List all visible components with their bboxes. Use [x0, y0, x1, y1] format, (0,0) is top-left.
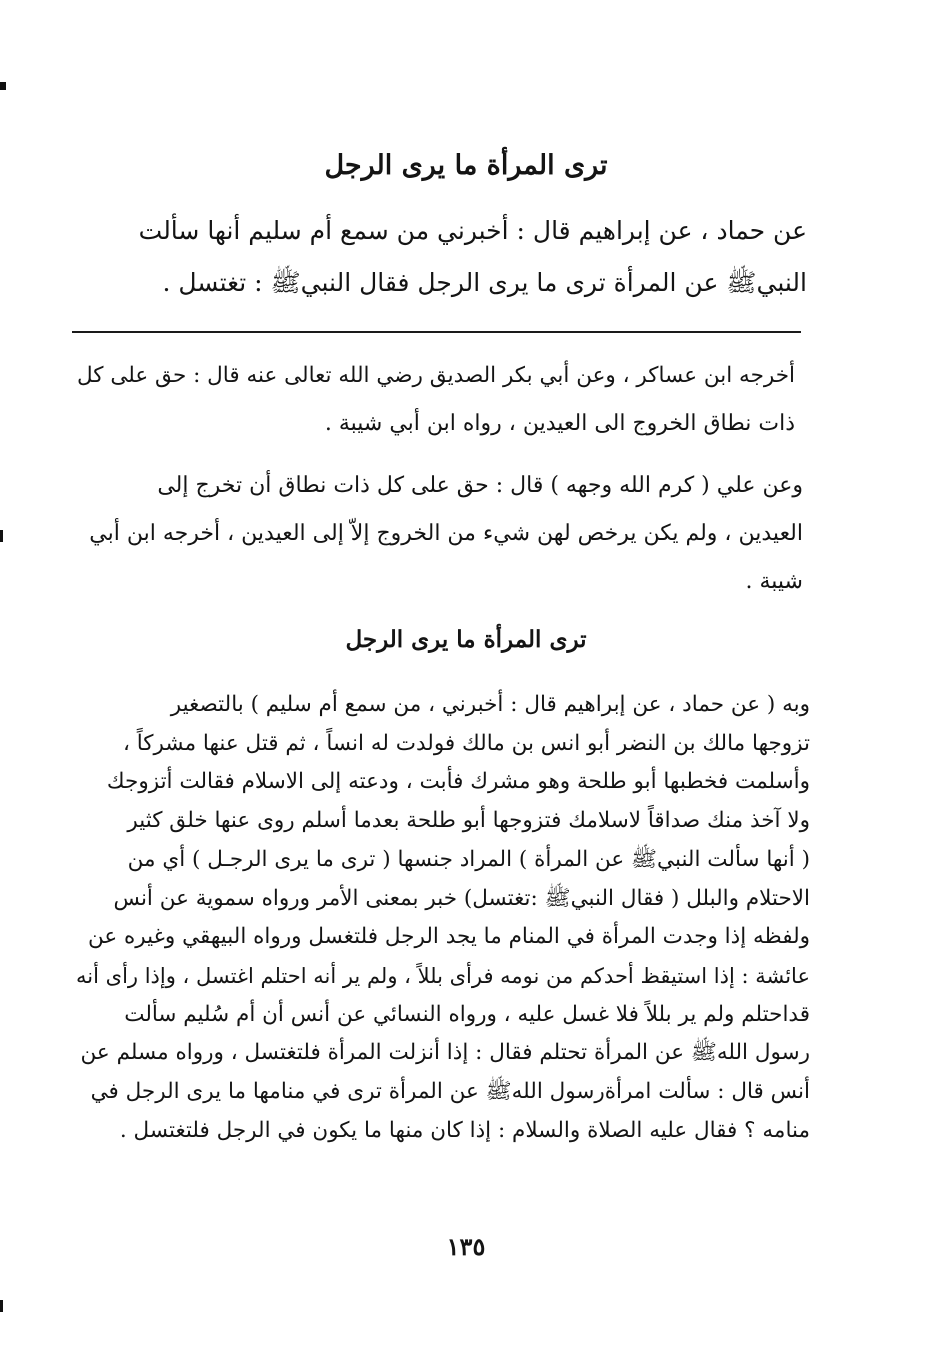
footnote-divider	[72, 331, 801, 333]
text-line: ولا آخذ منك صداقاً لاسلامك فتزوجها أبو طلحة بعدما أسلم روى عنها خلق كثير	[127, 808, 810, 834]
text-line: عن حماد ، عن إبراهيم قال : أخبرني من سمع أم سليم أنها سألت	[138, 216, 807, 245]
text-line: عائشة : إذا استيقظ أحدكم من نومه فرأى بللاً ، ولم ير أنه احتلم اغتسل ، وإذا رأى أنه	[76, 963, 810, 988]
footnote-paragraph-2	[68, 462, 803, 606]
section-heading-commentary: ترى المرأة ما يرى الرجل	[345, 626, 587, 653]
text-line: الاحتلام والبلل ( فقال النبيﷺ :تغتسل) خبر بمعنى الأمر ورواه سموية عن أنس	[113, 885, 810, 911]
text-line: وعن علي ( كرم الله وجهه ) قال : حق على كل ذات نطاق أن تخرج إلى	[157, 473, 803, 498]
text-line: ولفظه إذا وجدت المرأة في المنام ما يجد الرجل فلتغسل ورواه البيهقي وغيره عن	[87, 924, 810, 950]
text-line: ذات نطاق الخروج الى العيدين ، رواه ابن أبي شيبة .	[324, 411, 795, 436]
text-line: قداحتلم ولم ير بللاً فلا غسل عليه ، ورواه النسائي عن أنس أن أم سُليم سألت	[124, 1001, 810, 1027]
text-line: العيدين ، ولم يكن يرخص لهن شيء من الخروج إلاّ إلى العيدين ، أخرجه ابن أبي	[89, 521, 803, 546]
text-line: وبه ( عن حماد ، عن إبراهيم قال : أخبرني ، من سمع أم سليم ) بالتصغير	[170, 692, 810, 717]
section-heading-main: ترى المرأة ما يرى الرجل	[324, 150, 608, 181]
scan-mark-middle	[0, 530, 3, 542]
commentary-text	[68, 686, 810, 1150]
hadith-text	[76, 205, 807, 309]
scan-mark-top	[0, 82, 6, 90]
text-line: وأسلمت فخطبها أبو طلحة وهو مشرك فأبت ، ودعته إلى الاسلام فقالت أتزوجك	[106, 769, 810, 795]
text-line: شيبة .	[745, 569, 803, 594]
text-line: منامه ؟ فقال عليه الصلاة والسلام : إذا كان منها ما يكون في الرجل فلتغتسل .	[119, 1117, 810, 1143]
footnote-paragraph-1	[68, 352, 795, 448]
text-line: أخرجه ابن عساكر ، وعن أبي بكر الصديق رضي الله تعالى عنه قال : حق على كل	[76, 363, 795, 388]
text-line: النبيﷺ عن المرأة ترى ما يرى الرجل فقال النبيﷺ : تغتسل .	[162, 268, 807, 297]
scan-mark-bottom	[0, 1300, 3, 1312]
text-line: أنس قال : سألت امرأةرسول اللهﷺ عن المرأة ترى في منامها ما يرى الرجل في	[90, 1079, 810, 1105]
text-line: تزوجها مالك بن النضر أبو انس بن مالك فولدت له انساً ، ثم قتل عنها مشركاً ،	[122, 730, 810, 756]
text-line: رسول اللهﷺ عن المرأة تحتلم فقال : إذا أنزلت المرأة فلتغتسل ، ورواه مسلم عن	[80, 1040, 810, 1066]
page-number: ١٣٥	[446, 1232, 486, 1261]
text-line: ( أنها سألت النبيﷺ عن المرأة ) المراد جنسها ( ترى ما يرى الرجـل ) أي من	[127, 846, 810, 872]
